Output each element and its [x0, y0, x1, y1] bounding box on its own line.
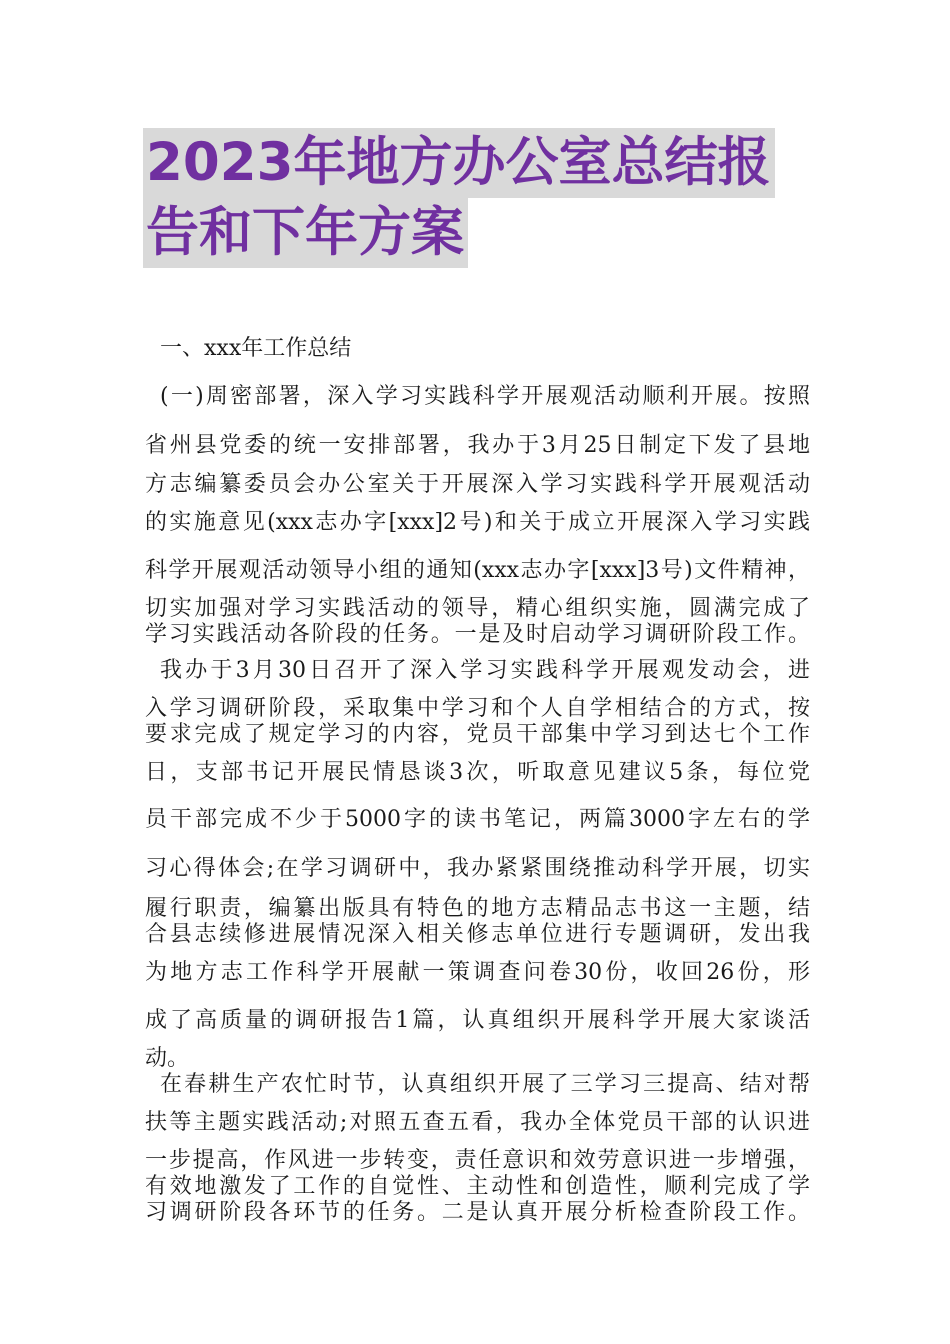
- paragraph-line: 一步提高，作风进一步转变，责任意识和效劳意识进一步增强，: [145, 1148, 810, 1173]
- paragraph-line: 方志编纂委员会办公室关于开展深入学习实践科学开展观活动: [145, 472, 810, 497]
- paragraph-line: 履行职责，编纂出版具有特色的地方志精品志书这一主题，结: [145, 896, 810, 921]
- title-line-2: 告和下年方案: [143, 198, 468, 268]
- paragraph-line: 习心得体会;在学习调研中，我办紧紧围绕推动科学开展，切实: [145, 856, 810, 881]
- title-line-1: 2023年地方办公室总结报: [143, 128, 775, 198]
- paragraph-line: 日，支部书记开展民情恳谈3次，听取意见建议5条，每位党: [145, 760, 810, 785]
- paragraph-line: 学习实践活动各阶段的任务。一是及时启动学习调研阶段工作。: [145, 622, 810, 647]
- paragraph-line: 有效地激发了工作的自觉性、主动性和创造性，顺利完成了学: [145, 1174, 810, 1199]
- paragraph-line: 省州县党委的统一安排部署，我办于3月25日制定下发了县地: [145, 433, 810, 458]
- paragraph-line: 扶等主题实践活动;对照五查五看，我办全体党员干部的认识进: [145, 1110, 810, 1135]
- paragraph-line: 科学开展观活动领导小组的通知(xxx志办字[xxx]3号)文件精神，: [145, 558, 810, 583]
- paragraph-line: 成了高质量的调研报告1篇，认真组织开展科学开展大家谈活: [145, 1008, 810, 1033]
- paragraph-line: 合县志续修进展情况深入相关修志单位进行专题调研，发出我: [145, 922, 810, 947]
- paragraph-line: 切实加强对学习实践活动的领导，精心组织实施，圆满完成了: [145, 596, 810, 621]
- paragraph-line: 的实施意见(xxx志办字[xxx]2号)和关于成立开展深入学习实践: [145, 510, 810, 535]
- paragraph-line: 习调研阶段各环节的任务。二是认真开展分析检查阶段工作。: [145, 1200, 810, 1225]
- paragraph-line: 员干部完成不少于5000字的读书笔记，两篇3000字左右的学: [145, 807, 810, 832]
- document-title: [143, 128, 823, 268]
- section-heading: 一、xxx年工作总结: [160, 336, 352, 361]
- paragraph-line: 为地方志工作科学开展献一策调查问卷30份，收回26份，形: [145, 960, 810, 985]
- paragraph-line: (一)周密部署，深入学习实践科学开展观活动顺利开展。按照: [160, 384, 810, 409]
- paragraph-line: 入学习调研阶段，采取集中学习和个人自学相结合的方式，按: [145, 696, 810, 721]
- paragraph-line: 在春耕生产农忙时节，认真组织开展了三学习三提高、结对帮: [160, 1072, 810, 1097]
- paragraph-line: 我办于3月30日召开了深入学习实践科学开展观发动会，进: [160, 658, 810, 683]
- paragraph-line: 动。: [145, 1046, 190, 1071]
- paragraph-line: 要求完成了规定学习的内容，党员干部集中学习到达七个工作: [145, 722, 810, 747]
